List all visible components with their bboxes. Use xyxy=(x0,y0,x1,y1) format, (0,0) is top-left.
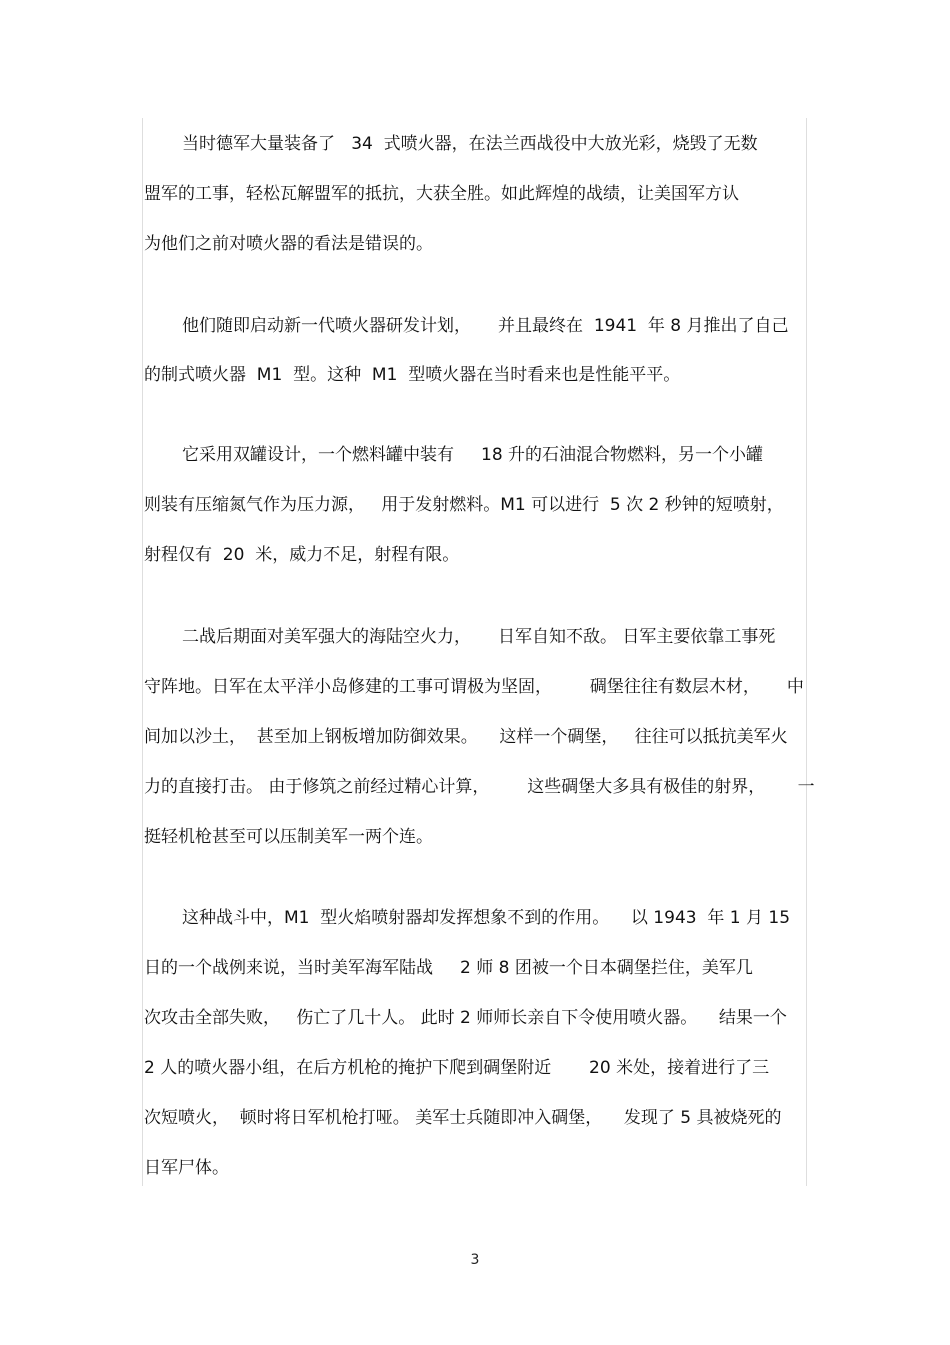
paragraph-5-line-3: 次攻击全部失败， 伤亡了几十人。 此时 2 师师长亲自下令使用喷火器。 结果一个 xyxy=(144,1008,787,1028)
paragraph-2-line-2: 的制式喷火器 M1 型。这种 M1 型喷火器在当时看来也是性能平平。 xyxy=(144,365,681,385)
paragraph-4-line-4: 力的直接打击。 由于修筑之前经过精心计算， 这些碉堡大多具有极佳的射界， 一 xyxy=(144,777,815,797)
paragraph-1-line-1: 当时德军大量装备了 34 式喷火器，在法兰西战役中大放光彩，烧毁了无数 xyxy=(182,134,758,154)
paragraph-3-line-2: 则装有压缩氮气作为压力源， 用于发射燃料。M1 可以进行 5 次 2 秒钟的短喷射， xyxy=(144,495,784,515)
paragraph-3-line-1: 它采用双罐设计，一个燃料罐中装有 18 升的石油混合物燃料，另一个小罐 xyxy=(182,445,764,465)
paragraph-5-line-1: 这种战斗中，M1 型火焰喷射器却发挥想象不到的作用。 以 1943 年 1 月 15 xyxy=(182,908,791,928)
paragraph-5-line-6: 日军尸体。 xyxy=(144,1158,229,1178)
paragraph-3-line-3: 射程仅有 20 米，威力不足，射程有限。 xyxy=(144,545,460,565)
paragraph-1-line-2: 盟军的工事，轻松瓦解盟军的抵抗，大获全胜。如此辉煌的战绩，让美国军方认 xyxy=(144,184,739,204)
paragraph-5-line-4: 2 人的喷火器小组，在后方机枪的掩护下爬到碉堡附近 20 米处，接着进行了三 xyxy=(144,1058,770,1078)
paragraph-4-line-2: 守阵地。日军在太平洋小岛修建的工事可谓极为坚固， 碉堡往往有数层木材， 中 xyxy=(144,677,804,697)
paragraph-5-line-2: 日的一个战例来说，当时美军海军陆战 2 师 8 团被一个日本碉堡拦住，美军几 xyxy=(144,958,753,978)
paragraph-4-line-1: 二战后期面对美军强大的海陆空火力， 日军自知不敌。 日军主要依靠工事死 xyxy=(182,627,776,647)
paragraph-4-line-3: 间加以沙土， 甚至加上钢板增加防御效果。 这样一个碉堡， 往往可以抵抗美军火 xyxy=(144,727,788,747)
page-number: 3 xyxy=(470,1252,480,1268)
paragraph-1-line-3: 为他们之前对喷火器的看法是错误的。 xyxy=(144,234,433,254)
paragraph-2-line-1: 他们随即启动新一代喷火器研发计划， 并且最终在 1941 年 8 月推出了自己 xyxy=(182,316,789,336)
paragraph-4-line-5: 挺轻机枪甚至可以压制美军一两个连。 xyxy=(144,827,433,847)
paragraph-5-line-5: 次短喷火， 顿时将日军机枪打哑。 美军士兵随即冲入碉堡， 发现了 5 具被烧死的 xyxy=(144,1108,782,1128)
